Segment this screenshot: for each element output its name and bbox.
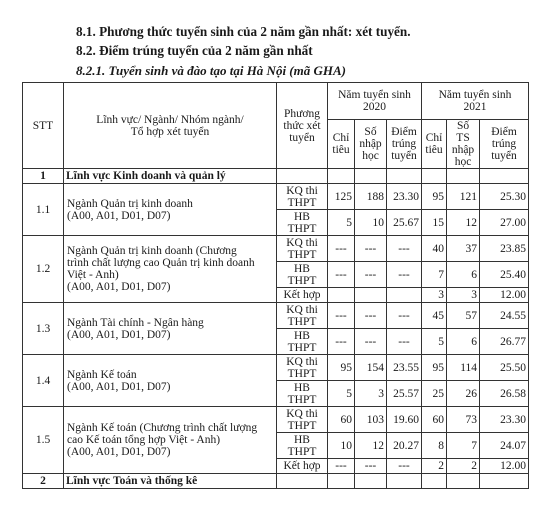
method-cell-line: THPT (287, 315, 317, 328)
value-cell-line: 12 (465, 216, 478, 229)
group-empty-cell (447, 169, 480, 184)
header-year-2021-line: Năm tuyển sinh (438, 89, 512, 101)
value-cell (480, 329, 529, 355)
value-cell (422, 303, 447, 329)
header-sub-2020 (387, 120, 422, 169)
group-title-line: Lĩnh vực Kinh doanh và quản lý (66, 170, 226, 182)
value-cell-line: 26 (465, 387, 478, 400)
value-cell-line: 12.00 (500, 289, 527, 301)
major-stt (23, 236, 64, 303)
value-cell-line: 121 (459, 190, 478, 203)
method-cell-line: KQ thi (286, 355, 318, 368)
group-empty-cell (355, 474, 387, 489)
value-cell (328, 184, 355, 210)
method-cell (277, 210, 328, 236)
value-cell (387, 433, 422, 459)
value-cell-line: --- (364, 268, 377, 281)
method-cell (277, 303, 328, 329)
value-cell-line: --- (364, 309, 377, 322)
value-cell (447, 184, 480, 210)
value-cell (480, 184, 529, 210)
header-method (277, 83, 328, 169)
value-cell-line: 5 (346, 216, 352, 229)
method-cell (277, 433, 328, 459)
value-cell-line: 103 (366, 413, 384, 426)
value-cell-line: 25.50 (500, 361, 527, 374)
table-row (23, 83, 529, 120)
admission-table (22, 82, 529, 489)
value-cell (422, 236, 447, 262)
value-cell (422, 407, 447, 433)
value-cell-line: --- (398, 460, 410, 472)
header-field-line: Tổ hợp xét tuyển (130, 125, 210, 138)
method-cell-line: HB (294, 433, 310, 446)
value-cell (480, 407, 529, 433)
header-field (64, 83, 277, 169)
value-cell (328, 459, 355, 474)
value-cell (422, 459, 447, 474)
value-cell (387, 236, 422, 262)
group-empty-cell (355, 169, 387, 184)
value-cell-line: 25.57 (393, 387, 420, 400)
value-cell (422, 262, 447, 288)
value-cell (447, 407, 480, 433)
value-cell (387, 303, 422, 329)
value-cell (422, 329, 447, 355)
value-cell (387, 288, 422, 303)
group-empty-cell (422, 474, 447, 489)
major-name (64, 184, 277, 236)
value-cell-line: 95 (340, 361, 352, 374)
major-name-line: (A00, A01, D01, D07) (67, 446, 171, 458)
method-cell-line: Kết hợp (283, 289, 321, 301)
value-cell (387, 381, 422, 407)
value-cell (447, 262, 480, 288)
value-cell-line: --- (335, 335, 347, 348)
value-cell-line: --- (364, 460, 377, 472)
major-name-line: cao Kế toán tổng hợp Việt - Anh) (67, 434, 221, 446)
method-cell-line: THPT (287, 367, 317, 380)
value-cell (447, 288, 480, 303)
table-row (23, 184, 529, 210)
header-sub-2021-line: Điểm (491, 126, 517, 138)
value-cell (447, 381, 480, 407)
header-sub-2020 (328, 120, 355, 169)
value-cell-line: 2 (471, 460, 478, 472)
value-cell-line: 25.67 (393, 216, 420, 229)
header-sub-2021 (480, 120, 529, 169)
value-cell-line: 15 (432, 216, 445, 229)
value-cell (387, 329, 422, 355)
value-cell (422, 381, 447, 407)
heading-8-2: 8.2. Điểm trúng tuyển của 2 năm gần nhất (76, 43, 313, 58)
method-cell (277, 262, 328, 288)
value-cell-line: --- (364, 335, 377, 348)
method-cell (277, 329, 328, 355)
method-cell-line: HB (294, 381, 310, 394)
value-cell-line: 5 (438, 335, 445, 348)
method-cell-line: HB (294, 329, 310, 342)
value-cell-line: 45 (432, 309, 445, 322)
value-cell (480, 236, 529, 262)
major-name-line: trình chất lượng cao Quản trị kinh doanh (67, 257, 255, 269)
value-cell (355, 459, 387, 474)
value-cell (328, 262, 355, 288)
value-cell (387, 184, 422, 210)
value-cell-line: 125 (334, 190, 352, 203)
value-cell-line: 95 (432, 361, 445, 374)
major-name (64, 355, 277, 407)
value-cell (355, 355, 387, 381)
value-cell (328, 288, 355, 303)
header-sub-2021 (447, 120, 480, 169)
method-cell-line: THPT (287, 222, 317, 235)
group-empty-cell (422, 169, 447, 184)
method-cell (277, 381, 328, 407)
value-cell-line: --- (364, 242, 377, 255)
value-cell (447, 355, 480, 381)
value-cell-line: 25 (432, 387, 445, 400)
major-stt-line: 1.4 (35, 374, 51, 387)
value-cell (422, 433, 447, 459)
value-cell (387, 355, 422, 381)
value-cell-line: --- (398, 268, 410, 281)
value-cell (355, 433, 387, 459)
value-cell (387, 459, 422, 474)
header-year-2020-line: Năm tuyển sinh (338, 89, 411, 101)
group-stt (23, 169, 64, 184)
value-cell (328, 433, 355, 459)
header-year-2020 (328, 83, 422, 120)
value-cell (328, 329, 355, 355)
value-cell-line: --- (398, 242, 410, 255)
value-cell-line: 10 (372, 216, 384, 229)
value-cell (328, 303, 355, 329)
value-cell (480, 262, 529, 288)
major-stt (23, 184, 64, 236)
value-cell-line: --- (398, 309, 410, 322)
value-cell-line: --- (335, 309, 347, 322)
header-method-line: Phương (284, 107, 320, 120)
value-cell (328, 355, 355, 381)
value-cell-line: 25.30 (500, 190, 527, 203)
method-cell (277, 355, 328, 381)
header-stt (23, 83, 64, 169)
value-cell (447, 303, 480, 329)
header-sub-2020-line: Số (364, 126, 377, 138)
value-cell (447, 236, 480, 262)
value-cell-line: 3 (378, 387, 384, 400)
value-cell (355, 210, 387, 236)
header-year-2020-line: 2020 (363, 101, 386, 113)
value-cell (387, 262, 422, 288)
header-field-line: Lĩnh vực/ Ngành/ Nhóm ngành/ (96, 113, 244, 126)
group-stt (23, 474, 64, 489)
value-cell-line: 7 (438, 268, 445, 281)
header-year-2021 (422, 83, 529, 120)
header-stt-line: STT (32, 119, 54, 132)
group-empty-cell (480, 474, 529, 489)
value-cell-line: 23.55 (393, 361, 420, 374)
value-cell-line: 57 (465, 309, 478, 322)
method-cell (277, 407, 328, 433)
method-cell-line: KQ thi (286, 236, 318, 249)
header-sub-2021-line: học (454, 156, 472, 168)
value-cell (480, 433, 529, 459)
method-cell-line: KQ thi (286, 184, 318, 197)
major-name-line: (A00, A01, D01, D07) (67, 328, 171, 341)
method-cell (277, 288, 328, 303)
value-cell (355, 303, 387, 329)
value-cell (447, 210, 480, 236)
value-cell (328, 407, 355, 433)
value-cell-line: 8 (438, 439, 445, 452)
group-empty-cell (328, 474, 355, 489)
value-cell-line: 60 (432, 413, 445, 426)
value-cell-line: 3 (471, 289, 478, 301)
value-cell (422, 355, 447, 381)
value-cell-line: 7 (471, 439, 478, 452)
value-cell-line: 114 (460, 361, 478, 374)
value-cell-line: 12.00 (500, 460, 527, 472)
method-cell-line: THPT (287, 419, 317, 432)
value-cell (328, 210, 355, 236)
value-cell-line: 3 (438, 289, 445, 301)
header-sub-2021-line: tuyển (491, 150, 517, 162)
header-sub-2021 (422, 120, 447, 169)
value-cell-line: --- (335, 268, 347, 281)
value-cell-line: 6 (471, 335, 478, 348)
value-cell (355, 288, 387, 303)
value-cell-line: 20.27 (393, 439, 420, 452)
value-cell-line: --- (398, 335, 410, 348)
group-empty-cell (387, 169, 422, 184)
header-sub-2021-line: nhập (451, 144, 475, 156)
group-empty-cell (387, 474, 422, 489)
value-cell (355, 381, 387, 407)
value-cell-line: 6 (471, 268, 478, 281)
value-cell (387, 407, 422, 433)
header-sub-2020-line: Điểm (391, 126, 417, 138)
value-cell-line: --- (335, 460, 347, 472)
value-cell (480, 303, 529, 329)
value-cell-line: 73 (465, 413, 478, 426)
value-cell-line: 26.77 (500, 335, 527, 348)
value-cell-line: 26.58 (500, 387, 527, 400)
header-method-line: tuyển (289, 131, 315, 144)
group-empty-cell (277, 474, 328, 489)
value-cell-line: 27.00 (500, 216, 527, 229)
group-stt-line: 1 (40, 170, 46, 182)
value-cell (480, 459, 529, 474)
method-cell-line: KQ thi (286, 303, 318, 316)
group-empty-cell (277, 169, 328, 184)
value-cell-line: 23.85 (500, 242, 527, 255)
major-name-line: (A00, A01, D01, D07) (67, 380, 171, 393)
major-name-line: Ngành Kế toán (67, 368, 137, 381)
value-cell-line: 10 (340, 439, 352, 452)
method-cell-line: Kết hợp (283, 460, 321, 472)
value-cell (447, 433, 480, 459)
value-cell-line: 23.30 (500, 413, 527, 426)
value-cell-line: 154 (366, 361, 384, 374)
header-sub-2021-line: tiêu (425, 144, 443, 156)
value-cell-line: --- (335, 242, 347, 255)
method-cell-line: THPT (287, 196, 317, 209)
value-cell (328, 236, 355, 262)
method-cell (277, 236, 328, 262)
major-name-line: Ngành Quản trị kinh doanh (67, 197, 193, 210)
method-cell-line: THPT (287, 393, 317, 406)
header-sub-2020-line: học (362, 150, 379, 162)
group-title (64, 474, 277, 489)
value-cell (447, 329, 480, 355)
major-name-line: Ngành Tài chính - Ngân hàng (67, 316, 204, 329)
value-cell-line: 23.30 (393, 190, 420, 203)
major-stt-line: 1.2 (35, 263, 51, 275)
value-cell-line: 95 (432, 190, 445, 203)
value-cell (355, 329, 387, 355)
header-sub-2021-line: Số TS (456, 120, 470, 144)
major-stt (23, 303, 64, 355)
method-cell-line: THPT (287, 274, 317, 287)
major-name-line: (A00, A01, D01, D07) (67, 281, 171, 293)
table-row (23, 355, 529, 381)
method-cell-line: HB (294, 262, 310, 275)
group-title (64, 169, 277, 184)
header-sub-2020-line: tuyển (391, 150, 417, 162)
major-name (64, 236, 277, 303)
major-stt-line: 1.1 (35, 203, 51, 216)
group-empty-cell (328, 169, 355, 184)
major-name-line: Ngành Quản trị kinh doanh (Chương (67, 245, 237, 257)
value-cell-line: 24.07 (500, 439, 527, 452)
header-sub-2020-line: trúng (391, 138, 417, 150)
method-cell-line: THPT (287, 445, 317, 458)
value-cell-line: 24.55 (500, 309, 527, 322)
table-row (23, 236, 529, 262)
value-cell (422, 184, 447, 210)
value-cell-line: 12 (372, 439, 384, 452)
value-cell-line: 2 (438, 460, 445, 472)
value-cell (480, 381, 529, 407)
major-name-line: Việt - Anh) (67, 269, 119, 281)
header-method-line: thức xét (283, 119, 321, 132)
value-cell (480, 355, 529, 381)
value-cell (355, 236, 387, 262)
value-cell-line: 37 (465, 242, 478, 255)
value-cell (422, 288, 447, 303)
value-cell-line: 60 (340, 413, 352, 426)
header-year-2021-line: 2021 (463, 101, 487, 113)
heading-8-1: 8.1. Phương thức tuyển sinh của 2 năm gần nhất: xét tuyển. (76, 24, 411, 39)
major-stt (23, 355, 64, 407)
value-cell (355, 407, 387, 433)
method-cell-line: THPT (287, 341, 317, 354)
value-cell-line: 188 (366, 190, 384, 203)
method-cell (277, 184, 328, 210)
header-sub-2020-line: nhập (359, 138, 382, 150)
value-cell (328, 381, 355, 407)
value-cell-line: 25.40 (500, 268, 527, 281)
value-cell (422, 210, 447, 236)
group-title-line: Lĩnh vực Toán và thống kê (66, 475, 198, 487)
value-cell (447, 459, 480, 474)
method-cell-line: HB (294, 210, 310, 223)
major-name-line: (A00, A01, D01, D07) (67, 209, 171, 222)
header-sub-2020 (355, 120, 387, 169)
group-stt-line: 2 (40, 475, 46, 487)
major-stt-line: 1.3 (35, 322, 51, 335)
value-cell (355, 262, 387, 288)
value-cell (355, 184, 387, 210)
major-stt-line: 1.5 (35, 434, 51, 446)
method-cell-line: KQ thi (286, 407, 318, 420)
group-empty-cell (480, 169, 529, 184)
heading-8-2-1: 8.2.1. Tuyển sinh và đào tạo tại Hà Nội (mã GHA) (76, 63, 346, 78)
table-row (23, 407, 529, 433)
method-cell (277, 459, 328, 474)
table-row (23, 474, 529, 489)
value-cell-line: 19.60 (393, 413, 420, 426)
header-sub-2020-line: Chỉ (332, 132, 350, 144)
method-cell-line: THPT (287, 248, 317, 261)
table-row (23, 169, 529, 184)
value-cell (480, 210, 529, 236)
header-sub-2021-line: trúng (491, 138, 517, 150)
major-name (64, 303, 277, 355)
major-stt (23, 407, 64, 474)
major-name-line: Ngành Kế toán (Chương trình chất lượng (67, 422, 258, 434)
value-cell (480, 288, 529, 303)
header-sub-2020-line: tiêu (332, 144, 350, 156)
major-name (64, 407, 277, 474)
value-cell (387, 210, 422, 236)
header-sub-2021-line: Chỉ (425, 132, 443, 144)
value-cell-line: 40 (432, 242, 445, 255)
table-row (23, 303, 529, 329)
group-empty-cell (447, 474, 480, 489)
value-cell-line: 5 (346, 387, 352, 400)
